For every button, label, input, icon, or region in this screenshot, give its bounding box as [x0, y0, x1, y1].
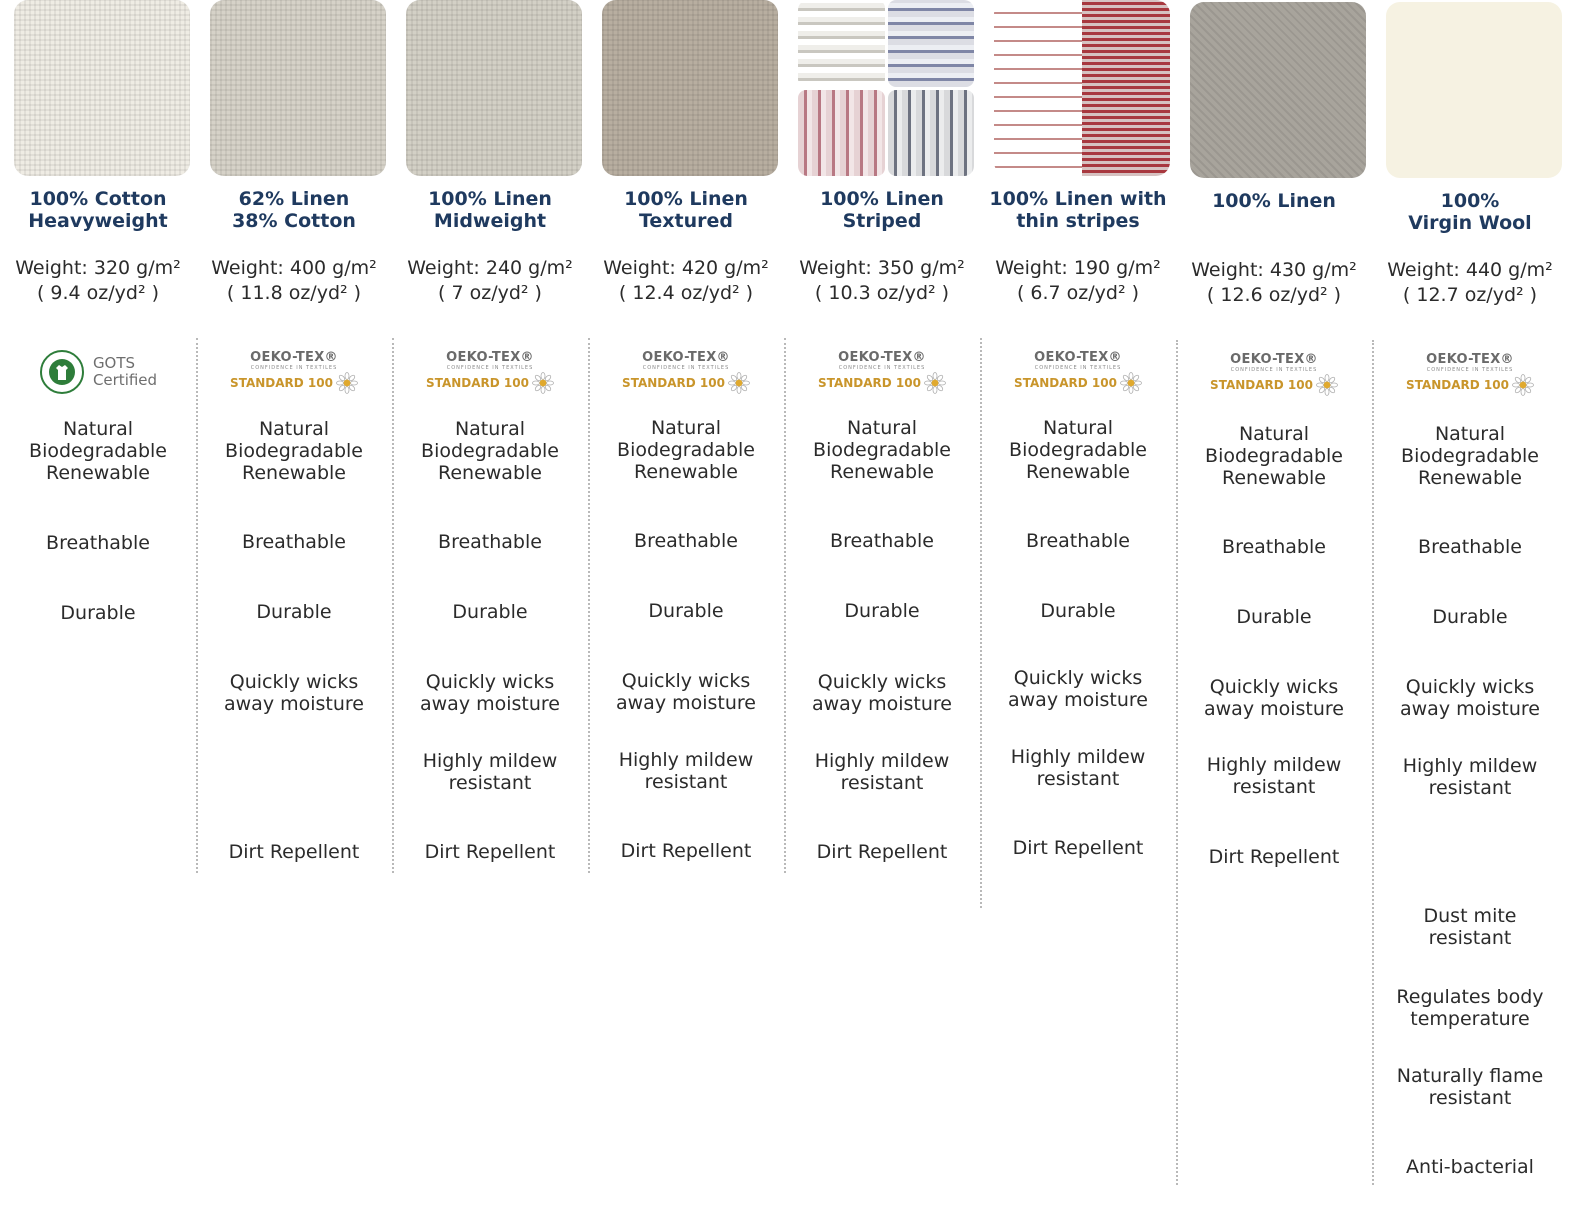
feature-item: Dirt Repellent — [1012, 837, 1144, 859]
daisy-icon — [1120, 372, 1142, 394]
gots-logo-icon — [39, 349, 85, 395]
oeko-tex-standard: STANDARD 100 — [426, 375, 529, 390]
feature-item: Highly mildew resistant — [814, 750, 950, 794]
weight-imperial: ( 6.7 oz/yd² ) — [1016, 282, 1140, 304]
oeko-tex-standard: STANDARD 100 — [230, 375, 333, 390]
fabric-swatch-image — [406, 0, 582, 176]
feature-item: Durable — [256, 601, 332, 623]
daisy-icon — [728, 372, 750, 394]
fabric-weight — [784, 256, 980, 306]
feature-item: Highly mildew resistant — [1402, 755, 1538, 799]
feature-item: Highly mildew resistant — [618, 749, 754, 793]
feature-item: Natural Biodegradable Renewable — [813, 417, 951, 483]
feature-item: Naturally flame resistant — [1396, 1065, 1544, 1109]
oeko-tex-label: OEKO-TEX® — [446, 349, 534, 365]
oeko-tex-tagline: CONFIDENCE IN TEXTILES — [446, 364, 534, 371]
daisy-icon — [1316, 374, 1338, 396]
certification-badge — [784, 348, 980, 396]
fabric-swatch-image — [798, 0, 974, 176]
feature-item: Durable — [1040, 600, 1116, 622]
oeko-tex-tagline: CONFIDENCE IN TEXTILES — [1230, 366, 1318, 373]
oeko-tex-tagline: CONFIDENCE IN TEXTILES — [1034, 364, 1122, 371]
oeko-tex-label: OEKO-TEX® — [1426, 351, 1514, 367]
weight-metric: Weight: 320 g/m² — [15, 257, 181, 279]
fabric-swatch-image — [1386, 2, 1562, 178]
oeko-tex-tagline: CONFIDENCE IN TEXTILES — [838, 364, 926, 371]
feature-item: Breathable — [46, 532, 150, 554]
weight-imperial: ( 12.4 oz/yd² ) — [618, 282, 754, 304]
oeko-tex-standard: STANDARD 100 — [818, 375, 921, 390]
weight-metric: Weight: 240 g/m² — [407, 257, 573, 279]
fabric-column — [588, 0, 784, 1224]
oeko-tex-label: OEKO-TEX® — [838, 349, 926, 365]
feature-item: Anti-bacterial — [1406, 1156, 1534, 1178]
fabric-swatch-image — [994, 0, 1170, 176]
weight-imperial: ( 12.7 oz/yd² ) — [1402, 284, 1538, 306]
fabric-title: 100% Virgin Wool — [1408, 190, 1532, 234]
feature-item: Breathable — [1418, 536, 1522, 558]
feature-item: Breathable — [1222, 536, 1326, 558]
fabric-weight — [1372, 258, 1568, 308]
fabric-title: 100% Linen Striped — [820, 188, 944, 232]
feature-item: Natural Biodegradable Renewable — [1009, 417, 1147, 483]
feature-item: Natural Biodegradable Renewable — [29, 418, 167, 484]
oeko-tex-standard: STANDARD 100 — [1014, 375, 1117, 390]
fabric-title: 100% Linen Midweight — [428, 188, 552, 232]
weight-metric: Weight: 350 g/m² — [799, 257, 965, 279]
feature-item: Durable — [1432, 606, 1508, 628]
fabric-weight — [588, 256, 784, 306]
fabric-weight — [1176, 258, 1372, 308]
weight-metric: Weight: 400 g/m² — [211, 257, 377, 279]
certification-badge — [588, 348, 784, 396]
fabric-title: 100% Linen Textured — [624, 188, 748, 232]
feature-item: Quickly wicks away moisture — [1204, 676, 1344, 720]
certification-badge — [980, 348, 1176, 396]
daisy-icon — [532, 372, 554, 394]
oeko-tex-standard: STANDARD 100 — [622, 375, 725, 390]
fabric-title: 100% Cotton Heavyweight — [28, 188, 168, 232]
fabric-title: 100% Linen with thin stripes — [989, 188, 1167, 232]
fabric-weight — [392, 256, 588, 306]
fabric-weight — [0, 256, 196, 306]
oeko-tex-standard: STANDARD 100 — [1210, 377, 1313, 392]
feature-item: Quickly wicks away moisture — [1400, 676, 1540, 720]
oeko-tex-label: OEKO-TEX® — [1034, 349, 1122, 365]
oeko-tex-tagline: CONFIDENCE IN TEXTILES — [1426, 366, 1514, 373]
feature-item: Dirt Repellent — [424, 841, 556, 863]
fabric-column — [980, 0, 1176, 1224]
feature-item: Dirt Repellent — [620, 840, 752, 862]
fabric-column — [196, 0, 392, 1224]
oeko-tex-standard: STANDARD 100 — [1406, 377, 1509, 392]
daisy-icon — [336, 372, 358, 394]
feature-item: Natural Biodegradable Renewable — [1205, 423, 1343, 489]
feature-item: Breathable — [242, 531, 346, 553]
fabric-weight — [196, 256, 392, 306]
feature-item: Durable — [60, 602, 136, 624]
feature-item: Regulates body temperature — [1396, 986, 1544, 1030]
fabric-column — [1176, 2, 1372, 1226]
feature-item: Dirt Repellent — [228, 841, 360, 863]
fabric-swatch-image — [210, 0, 386, 176]
feature-item: Breathable — [1026, 530, 1130, 552]
weight-metric: Weight: 430 g/m² — [1191, 259, 1357, 281]
oeko-tex-tagline: CONFIDENCE IN TEXTILES — [642, 364, 730, 371]
feature-item: Durable — [1236, 606, 1312, 628]
oeko-tex-label: OEKO-TEX® — [250, 349, 338, 365]
certification-badge — [392, 348, 588, 396]
fabric-swatch-image — [1190, 2, 1366, 178]
certification-badge — [0, 348, 196, 396]
feature-item: Quickly wicks away moisture — [616, 670, 756, 714]
feature-item: Durable — [452, 601, 528, 623]
fabric-column — [392, 0, 588, 1224]
feature-item: Natural Biodegradable Renewable — [617, 417, 755, 483]
weight-metric: Weight: 440 g/m² — [1387, 259, 1553, 281]
feature-item: Quickly wicks away moisture — [812, 671, 952, 715]
weight-imperial: ( 10.3 oz/yd² ) — [814, 282, 950, 304]
feature-item: Highly mildew resistant — [422, 750, 558, 794]
feature-item: Durable — [648, 600, 724, 622]
fabric-column — [0, 0, 196, 1224]
feature-item: Highly mildew resistant — [1010, 746, 1146, 790]
fabric-title: 100% Linen — [1212, 190, 1336, 212]
feature-item: Breathable — [438, 531, 542, 553]
weight-metric: Weight: 420 g/m² — [603, 257, 769, 279]
fabric-weight — [980, 256, 1176, 306]
fabric-swatch-image — [14, 0, 190, 176]
weight-imperial: ( 12.6 oz/yd² ) — [1206, 284, 1342, 306]
certification-badge — [1372, 350, 1568, 398]
daisy-icon — [924, 372, 946, 394]
certification-badge — [1176, 350, 1372, 398]
feature-item: Natural Biodegradable Renewable — [1401, 423, 1539, 489]
fabric-swatch-image — [602, 0, 778, 176]
weight-imperial: ( 7 oz/yd² ) — [438, 282, 542, 304]
feature-item: Durable — [844, 600, 920, 622]
feature-item: Highly mildew resistant — [1206, 754, 1342, 798]
feature-item: Quickly wicks away moisture — [1008, 667, 1148, 711]
oeko-tex-tagline: CONFIDENCE IN TEXTILES — [250, 364, 338, 371]
feature-item: Dust mite resistant — [1423, 905, 1517, 949]
feature-item: Breathable — [634, 530, 738, 552]
fabric-column — [784, 0, 980, 1224]
gots-sublabel: Certified — [92, 371, 158, 389]
weight-metric: Weight: 190 g/m² — [995, 257, 1161, 279]
feature-item: Breathable — [830, 530, 934, 552]
feature-item: Dirt Repellent — [1208, 846, 1340, 868]
oeko-tex-label: OEKO-TEX® — [642, 349, 730, 365]
feature-item: Natural Biodegradable Renewable — [421, 418, 559, 484]
oeko-tex-label: OEKO-TEX® — [1230, 351, 1318, 367]
fabric-title: 62% Linen 38% Cotton — [232, 188, 356, 232]
feature-item: Dirt Repellent — [816, 841, 948, 863]
fabric-column — [1372, 2, 1568, 1226]
feature-item: Quickly wicks away moisture — [224, 671, 364, 715]
weight-imperial: ( 9.4 oz/yd² ) — [36, 282, 160, 304]
gots-label: GOTS — [92, 354, 136, 372]
certification-badge — [196, 348, 392, 396]
daisy-icon — [1512, 374, 1534, 396]
weight-imperial: ( 11.8 oz/yd² ) — [226, 282, 362, 304]
feature-item: Quickly wicks away moisture — [420, 671, 560, 715]
feature-item: Natural Biodegradable Renewable — [225, 418, 363, 484]
